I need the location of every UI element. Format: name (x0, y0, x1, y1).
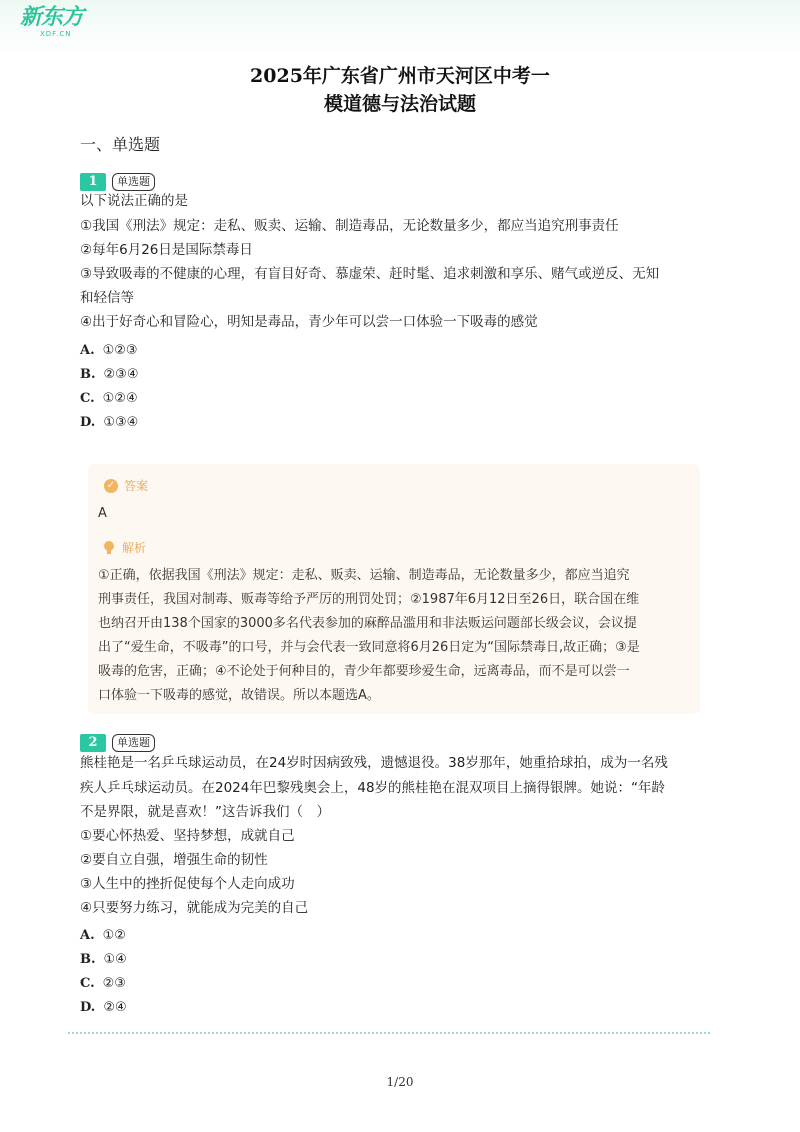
doc-title-line1: 2025年广东省广州市天河区中考一 (250, 65, 550, 87)
question-2-statement: ②要自立自强，增强生命的韧性 (80, 852, 268, 868)
option-text: ①②③ (102, 343, 138, 358)
option-key: A. (80, 928, 95, 943)
page-number: 1/20 (386, 1075, 414, 1089)
header-bar (0, 0, 800, 58)
question-2-statement: ③人生中的挫折促使每个人走向成功 (80, 876, 295, 892)
question-2-option-c[interactable] (80, 975, 126, 993)
check-icon: ✓ (104, 479, 118, 493)
question-2-header (80, 733, 155, 753)
analysis-text: 刑事责任，我国对制毒、贩毒等给予严厉的刑罚处罚；②1987年6月12日至26日，联合国在维 (98, 592, 640, 607)
logo-text: 新东方 (20, 5, 84, 30)
option-key: B. (80, 367, 96, 382)
question-1-option-a[interactable] (80, 342, 138, 360)
answer-label (104, 477, 148, 494)
question-1-option-b[interactable] (80, 366, 138, 384)
xdf-logo (20, 6, 90, 42)
option-text: ①④ (103, 952, 127, 967)
option-text: ①③④ (103, 415, 139, 430)
question-1-option-d[interactable] (80, 414, 138, 432)
analysis-text: ①正确，依据我国《刑法》规定：走私、贩卖、运输、制造毒品，无论数量多少，都应当追究 (98, 568, 630, 583)
analysis-label-text: 解析 (122, 541, 147, 555)
question-type-tag: 单选题 (112, 173, 155, 191)
answer-value: A (98, 506, 107, 521)
question-type-tag: 单选题 (112, 734, 155, 752)
option-key: A. (80, 343, 95, 358)
analysis-label (104, 539, 146, 556)
analysis-text: 口体验一下吸毒的感觉，故错误。所以本题选A。 (98, 688, 380, 703)
question-2-option-d[interactable] (80, 999, 127, 1017)
answer-label-text: 答案 (124, 479, 149, 493)
question-number-badge: 2 (80, 734, 106, 752)
question-2-stem: 疾人乒乓球运动员。在2024年巴黎残奥会上，48岁的熊桂艳在混双项目上摘得银牌。她说：“年龄 (80, 780, 666, 796)
analysis-text: 吸毒的危害，正确；④不论处于何种目的，青少年都要珍爱生命，远离毒品，而不是可以尝一 (98, 664, 630, 679)
option-key: C. (80, 391, 95, 406)
option-text: ②③④ (103, 367, 139, 382)
option-key: D. (80, 1000, 96, 1015)
option-text: ①② (102, 928, 126, 943)
question-1-stem: 以下说法正确的是 (80, 193, 188, 209)
question-2-statement: ④只要努力练习，就能成为完美的自己 (80, 900, 309, 916)
lightbulb-icon (104, 541, 114, 554)
option-key: B. (80, 952, 96, 967)
question-2-stem: 熊桂艳是一名乒乓球运动员，在24岁时因病致残，遗憾退役。38岁那年，她重拾球拍，成为一名残 (80, 755, 668, 771)
question-2-option-b[interactable] (80, 951, 127, 969)
analysis-text: 出了“爱生命，不吸毒”的口号，并与会代表一致同意将6月26日定为“国际禁毒日,故正确；③是 (98, 640, 640, 655)
question-number-badge: 1 (80, 173, 106, 191)
question-2-statement: ①要心怀热爱、坚持梦想，成就自己 (80, 828, 295, 844)
doc-title-line2: 模道德与法治试题 (323, 93, 476, 115)
question-2-option-a[interactable] (80, 927, 126, 945)
question-1-header (80, 172, 155, 192)
question-2-stem: 不是界限，就是喜欢！”这告诉我们（ ） (80, 804, 330, 820)
option-key: D. (80, 415, 96, 430)
option-text: ②③ (102, 976, 126, 991)
option-key: C. (80, 976, 95, 991)
section-heading: 一、单选题 (80, 135, 161, 154)
question-1-statement: 和轻信等 (80, 290, 134, 306)
logo-subtext: XDF.CN (40, 30, 72, 38)
question-1-statement: ②每年6月26日是国际禁毒日 (80, 242, 253, 258)
question-1-option-c[interactable] (80, 390, 138, 408)
question-1-statement: ①我国《刑法》规定：走私、贩卖、运输、制造毒品，无论数量多少，都应当追究刑事责任 (80, 218, 619, 234)
divider (68, 1032, 710, 1034)
option-text: ①②④ (102, 391, 138, 406)
question-1-statement: ④出于好奇心和冒险心，明知是毒品，青少年可以尝一口体验一下吸毒的感觉 (80, 314, 538, 330)
option-text: ②④ (103, 1000, 127, 1015)
question-1-statement: ③导致吸毒的不健康的心理，有盲目好奇、慕虚荣、赶时髦、追求刺激和享乐、赌气或逆反、无知 (80, 266, 660, 282)
analysis-text: 也纳召开由138个国家的3000多名代表参加的麻醉品滥用和非法贩运问题部长级会议，会议提 (98, 616, 637, 631)
